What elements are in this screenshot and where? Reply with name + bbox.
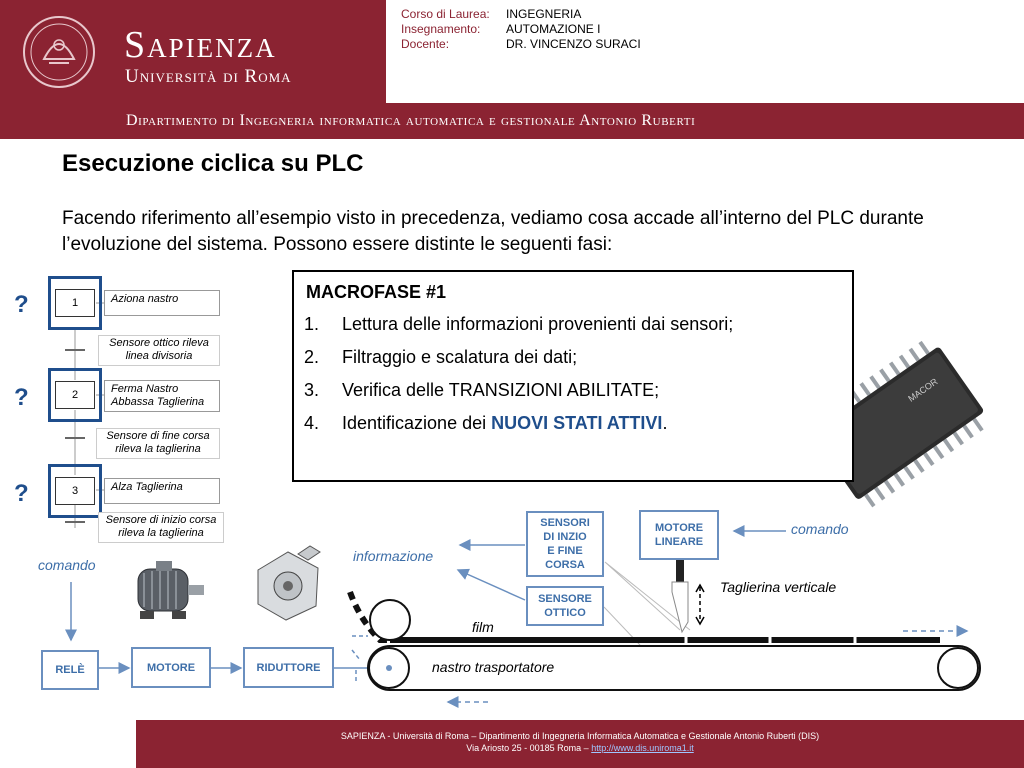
- comando-label-left: comando: [38, 557, 96, 573]
- department-band: [0, 103, 1024, 139]
- informazione-label: informazione: [353, 548, 434, 564]
- department-name: Dipartimento di Ingegneria informatica automatica e gestionale Antonio Ruberti: [126, 112, 696, 129]
- footer-line-1: SAPIENZA - Università di Roma – Dipartimento di Ingegneria Informatica Automatica e Gestionale Antonio Ruberti (DIS): [340, 731, 820, 741]
- chip-label: MACOR: [906, 376, 940, 404]
- course-value: INGEGNERIA: [506, 7, 582, 21]
- motore-lineare-box: MOTORE LINEARE: [639, 510, 719, 560]
- highlight-nuovi-stati: NUOVI STATI ATTIVI: [491, 413, 663, 433]
- grafcet-step-3: 3: [55, 477, 95, 505]
- grafcet-condition-1: Sensore ottico rileva linea divisoria: [98, 335, 220, 366]
- riduttore-box: RIDUTTORE: [243, 647, 334, 688]
- university-subtitle: Università di Roma: [125, 66, 292, 87]
- slide-title: Esecuzione ciclica su PLC: [62, 150, 364, 177]
- macrofase-item-3: 3. Verifica delle TRANSIZIONI ABILITATE;: [304, 380, 660, 400]
- grafcet-action-3: Alza Taglierina: [104, 478, 220, 504]
- footer-website-link[interactable]: http://www.dis.uniroma1.it: [591, 743, 694, 753]
- rele-box: RELÈ: [41, 650, 99, 690]
- sensori-inizio-fine-corsa-box: SENSORI DI INZIO E FINE CORSA: [526, 511, 604, 577]
- sensore-ottico-box: SENSORE OTTICO: [526, 586, 604, 626]
- subject-label: Insegnamento:: [401, 22, 481, 36]
- slide-intro: Facendo riferimento all’esempio visto in precedenza, vediamo cosa accade all’interno del PLC durante l’evoluzione del sistema. Possono essere distinte le seguenti fasi:: [62, 208, 924, 255]
- macrofase-box: [292, 270, 854, 482]
- footer-line-2: Via Ariosto 25 - 00185 Roma – http://www.dis.uniroma1.it: [466, 743, 694, 753]
- grafcet-action-2: Ferma Nastro Abbassa Taglierina: [104, 380, 220, 412]
- nastro-label: nastro trasportatore: [432, 659, 555, 675]
- macrofase-title: MACROFASE #1: [306, 282, 447, 302]
- grafcet-action-1: Aziona nastro: [104, 290, 220, 316]
- grafcet-step-1: 1: [55, 289, 95, 317]
- question-mark-2: ?: [14, 384, 29, 411]
- comando-label-right: comando: [791, 521, 849, 537]
- film-label: film: [472, 619, 494, 635]
- question-mark-3: ?: [14, 480, 29, 507]
- gear-reducer-image: [248, 540, 328, 626]
- teacher-value: DR. VINCENZO SURACI: [506, 37, 641, 51]
- grafcet-condition-2: Sensore di fine corsa rileva la taglierina: [96, 428, 220, 459]
- taglierina-label: Taglierina verticale: [720, 579, 837, 595]
- electric-motor-image: [128, 555, 210, 627]
- grafcet-step-2: 2: [55, 381, 95, 409]
- footer: [136, 720, 1024, 768]
- grafcet-condition-3: Sensore di inizio corsa rileva la taglierina: [98, 512, 224, 543]
- macrofase-item-4: 4. Identificazione dei NUOVI STATI ATTIVI.: [304, 413, 668, 433]
- macrofase-item-2: 2. Filtraggio e scalatura dei dati;: [304, 347, 578, 367]
- university-name: Sapienza: [124, 24, 277, 66]
- question-mark-1: ?: [14, 291, 29, 318]
- subject-value: AUTOMAZIONE I: [506, 22, 601, 36]
- motore-box: MOTORE: [131, 647, 211, 688]
- macrofase-item-1: 1. Lettura delle informazioni provenienti dai sensori;: [304, 314, 734, 334]
- sapienza-seal-logo: [22, 15, 96, 89]
- teacher-label: Docente:: [401, 37, 450, 51]
- course-label: Corso di Laurea:: [401, 7, 490, 21]
